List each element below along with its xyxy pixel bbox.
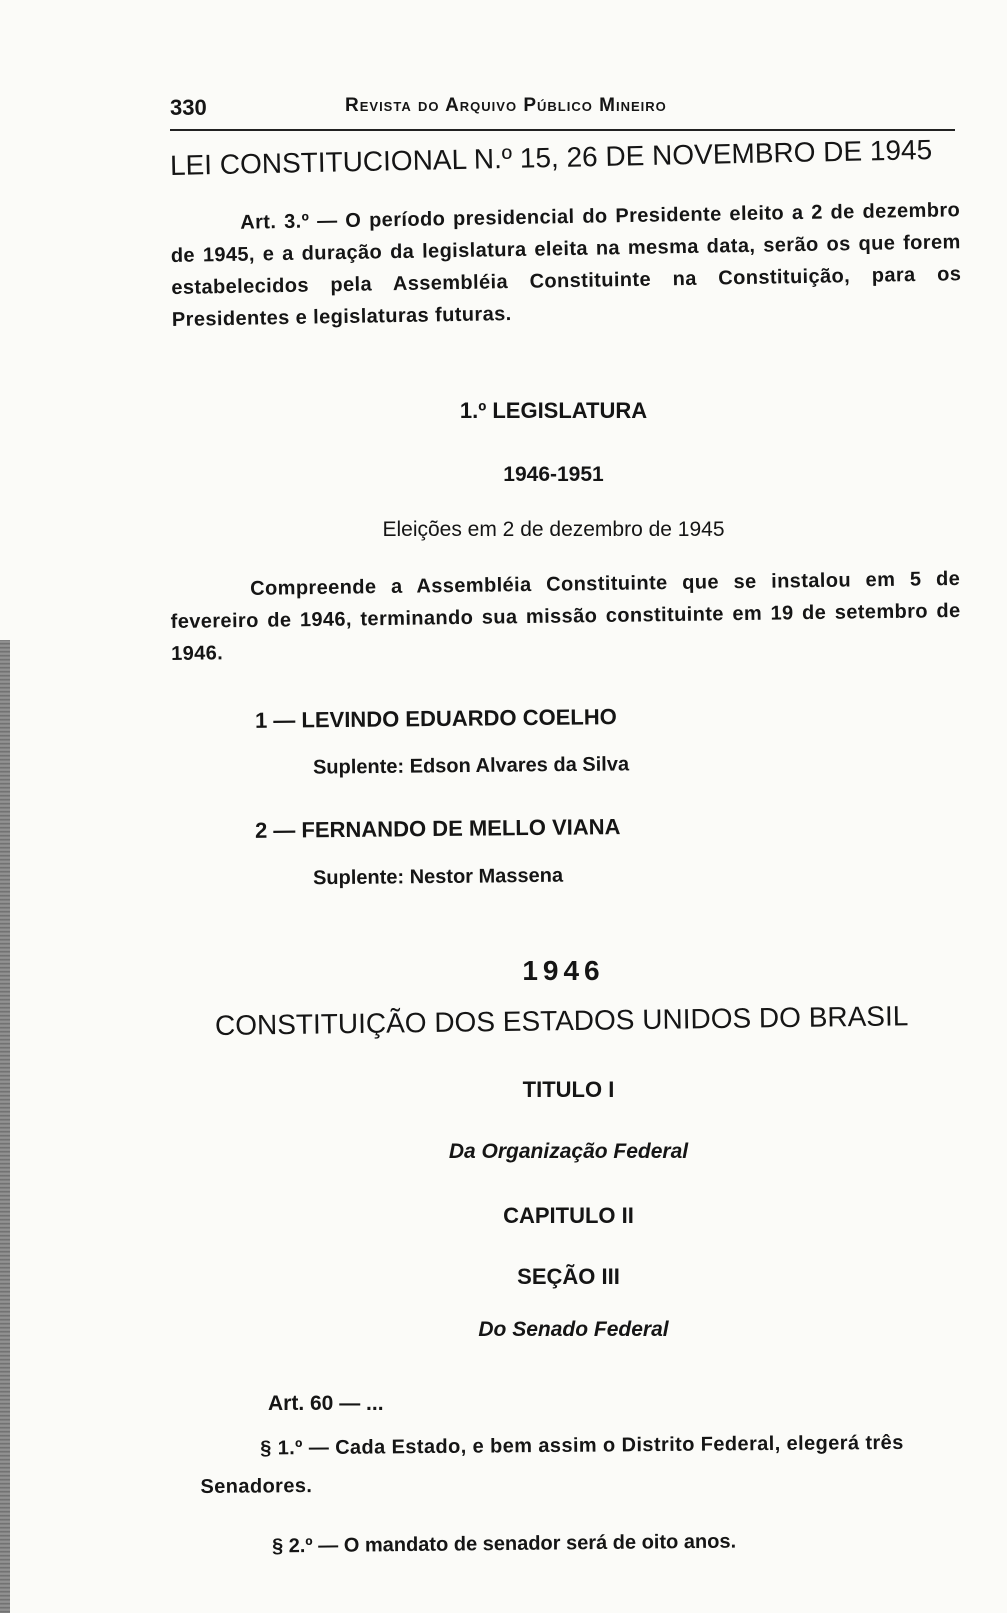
- senator-substitute: Suplente: Nestor Massena: [312, 864, 564, 890]
- paragraph-2: § 2.º — O mandato de senador será de oito anos.: [271, 1530, 737, 1558]
- elections-date: Eleições em 2 de dezembro de 1945: [382, 518, 725, 541]
- secao-name: Do Senado Federal: [478, 1318, 669, 1341]
- page-number: 330: [170, 95, 207, 120]
- legislature-years: 1946-1951: [503, 463, 604, 486]
- senator-entry: 2 — FERNANDO DE MELLO VIANA: [254, 814, 621, 843]
- senator-entry: 1 — LEVINDO EDUARDO COELHO: [254, 704, 617, 733]
- senator-substitute: Suplente: Edson Alvares da Silva: [312, 753, 630, 779]
- titulo-name: Da Organização Federal: [448, 1140, 689, 1163]
- article-3-text: Art. 3.º — O período presidencial do Presidente eleito a 2 de dezembro de 1945, e a duração da legislatura eleita na mesma data, serão os que forem estabelecidos pela Assembléia Constituinte na Constituição, para os Presidentes e legislaturas futuras.: [170, 199, 962, 331]
- running-header: [170, 95, 955, 131]
- legislature-title: 1.º LEGISLATURA: [459, 398, 648, 423]
- constitution-year: 1946: [522, 955, 605, 986]
- law-title: LEI CONSTITUCIONAL N.º 15, 26 DE NOVEMBRO DE 1945: [169, 134, 933, 181]
- paragraph-1: § 1.º — Cada Estado, e bem assim o Distrito Federal, elegerá três Senadores.: [200, 1431, 904, 1498]
- article-60: Art. 60 — ...: [268, 1392, 384, 1415]
- assembly-description: Compreende a Assembléia Constituinte que se instalou em 5 de fevereiro de 1946, terminando sua missão constituinte em 19 de setembro de 1946.: [170, 567, 961, 665]
- constitution-title: CONSTITUIÇÃO DOS ESTADOS UNIDOS DO BRASIL: [214, 1000, 909, 1041]
- secao-heading: SEÇÃO III: [517, 1264, 620, 1289]
- titulo-heading: TITULO I: [522, 1077, 615, 1102]
- book-binding-edge: [0, 640, 10, 1613]
- journal-title: Revista do Arquivo Público Mineiro: [345, 95, 667, 116]
- capitulo-heading: CAPITULO II: [503, 1203, 634, 1228]
